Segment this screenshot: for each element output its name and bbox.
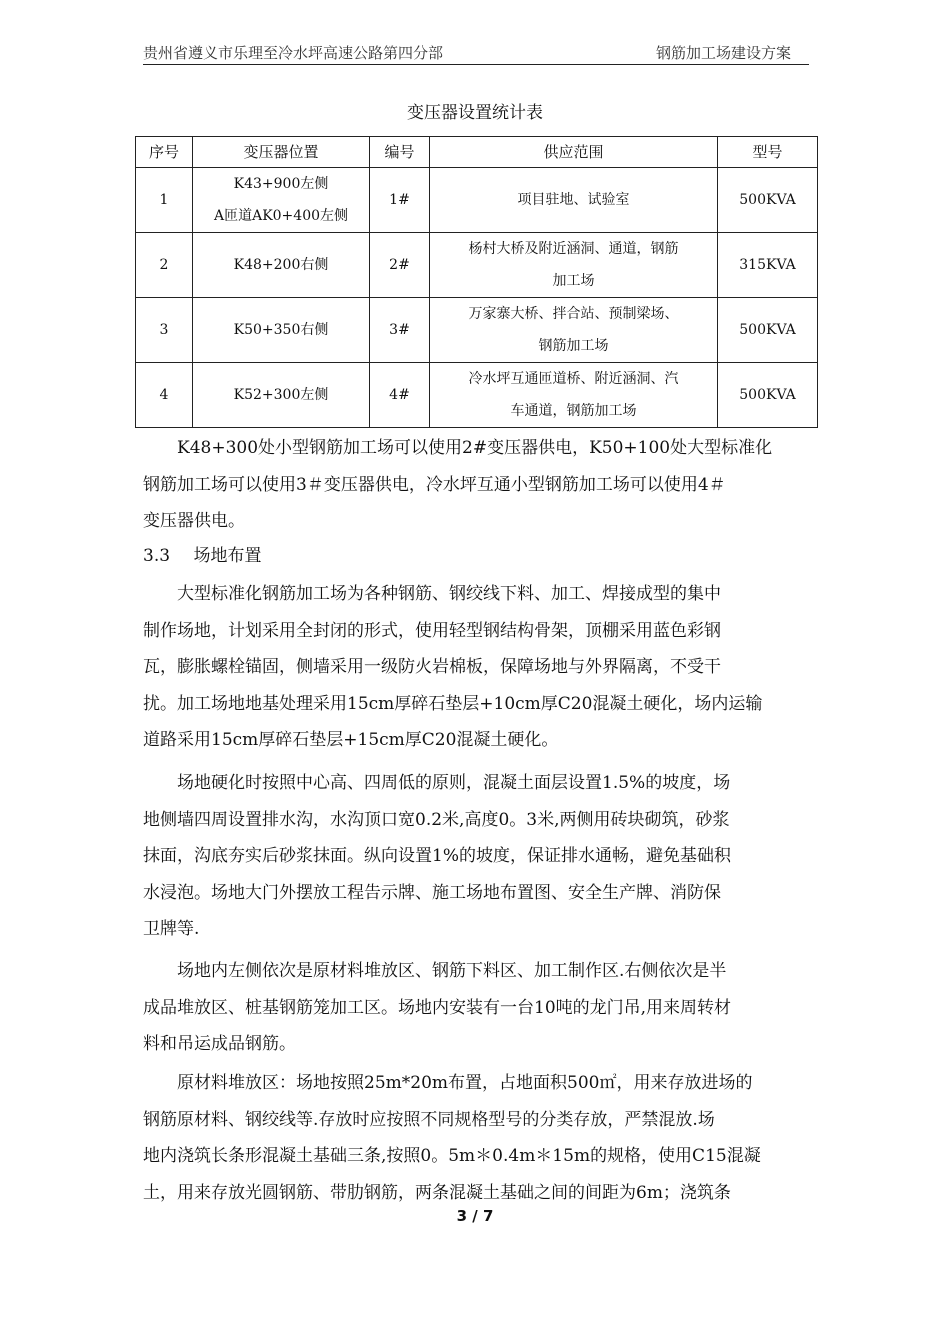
cell-scope-line: 万家寨大桥、拌合站、预制梁场、 — [468, 306, 679, 322]
cell-location-line: A匝道AK0+400左侧 — [213, 208, 349, 224]
paragraph-power-supply — [143, 430, 809, 540]
transformer-table — [135, 136, 818, 428]
cell-scope — [430, 363, 718, 428]
paragraph-raw-material-area — [143, 1065, 809, 1211]
cell-location — [193, 298, 370, 363]
page-header — [143, 40, 809, 65]
text-line: 瓦，膨胀螺栓锚固，侧墙采用一级防火岩棉板，保障场地与外界隔离，不受干 — [143, 657, 721, 677]
column-header-model: 型号 — [718, 137, 818, 168]
text-line: 场地硬化时按照中心高、四周低的原则，混凝土面层设置1.5%的坡度，场 — [177, 773, 731, 793]
section-number: 3.3 — [143, 546, 171, 566]
text-line: K48+300处小型钢筋加工场可以使用2#变压器供电，K50+100处大型标准化 — [177, 438, 773, 458]
cell-code: 4# — [370, 363, 430, 428]
cell-scope — [430, 233, 718, 298]
cell-scope-line: 加工场 — [552, 273, 595, 289]
text-line: 料和吊运成品钢筋。 — [143, 1034, 296, 1054]
cell-location — [193, 233, 370, 298]
cell-code: 3# — [370, 298, 430, 363]
cell-location-line: K52+300左侧 — [233, 387, 329, 403]
paragraph-site-zones — [143, 953, 809, 1063]
section-title: 场地布置 — [193, 546, 262, 566]
table-row — [136, 168, 818, 233]
table-title: 变压器设置统计表 — [407, 103, 543, 123]
text-line: 地侧墙四周设置排水沟，水沟顶口宽0.2米,高度0。3米,两侧用砖块砌筑，砂浆 — [143, 809, 730, 830]
text-line: 土，用来存放光圆钢筋、带肋钢筋，两条混凝土基础之间的间距为6m；浇筑条 — [143, 1182, 731, 1203]
cell-scope-line: 车通道，钢筋加工场 — [510, 403, 637, 419]
cell-no: 3 — [136, 298, 193, 363]
column-header-no: 序号 — [136, 137, 193, 168]
table-row — [136, 233, 818, 298]
column-header-location: 变压器位置 — [193, 137, 370, 168]
cell-location-line: K50+350右侧 — [233, 322, 329, 338]
text-line: 扰。加工场地地基处理采用15cm厚碎石垫层+10cm厚C20混凝土硬化，场内运输 — [143, 693, 763, 714]
cell-no: 1 — [136, 168, 193, 233]
cell-model: 500KVA — [718, 168, 818, 233]
cell-scope-line: 杨村大桥及附近涵洞、通道，钢筋 — [468, 241, 679, 257]
paragraph-site-overview — [143, 576, 809, 759]
text-line: 钢筋原材料、钢绞线等.存放时应按照不同规格型号的分类存放，严禁混放.场 — [143, 1109, 715, 1130]
cell-scope-line: 项目驻地、试验室 — [517, 192, 630, 208]
cell-code: 1# — [370, 168, 430, 233]
column-header-scope: 供应范围 — [430, 137, 718, 168]
cell-code: 2# — [370, 233, 430, 298]
text-line: 场地内左侧依次是原材料堆放区、钢筋下料区、加工制作区.右侧依次是半 — [177, 961, 727, 981]
section-heading — [143, 541, 261, 566]
text-line: 原材料堆放区：场地按照25m*20m布置，占地面积500㎡，用来存放进场的 — [177, 1073, 753, 1093]
text-line: 大型标准化钢筋加工场为各种钢筋、钢绞线下料、加工、焊接成型的集中 — [177, 584, 721, 604]
column-header-code: 编号 — [370, 137, 430, 168]
cell-scope — [430, 298, 718, 363]
header-right-title: 钢筋加工场建设方案 — [655, 44, 791, 62]
text-line: 水浸泡。场地大门外摆放工程告示牌、施工场地布置图、安全生产牌、消防保 — [143, 882, 721, 903]
cell-no: 4 — [136, 363, 193, 428]
cell-location-line: K43+900左侧 — [233, 176, 329, 192]
cell-model: 315KVA — [718, 233, 818, 298]
cell-scope — [430, 168, 718, 233]
cell-location-line: K48+200右侧 — [233, 257, 329, 273]
table-row — [136, 298, 818, 363]
text-line: 制作场地，计划采用全封闭的形式，使用轻型钢结构骨架，顶棚采用蓝色彩钢 — [143, 620, 721, 641]
text-line: 地内浇筑长条形混凝土基础三条,按照0。5m＊0.4m＊15m的规格，使用C15混凝 — [143, 1146, 761, 1166]
page-number: 3 / 7 — [456, 1207, 494, 1225]
paragraph-site-hardening — [143, 765, 809, 948]
cell-scope-line: 冷水坪互通匝道桥、附近涵洞、汽 — [468, 371, 679, 387]
cell-scope-line: 钢筋加工场 — [538, 338, 609, 354]
cell-location — [193, 363, 370, 428]
table-row — [136, 363, 818, 428]
cell-no: 2 — [136, 233, 193, 298]
text-line: 变压器供电。 — [143, 511, 245, 531]
cell-model: 500KVA — [718, 298, 818, 363]
cell-location — [193, 168, 370, 233]
text-line: 卫牌等. — [143, 919, 200, 939]
text-line: 钢筋加工场可以使用3＃变压器供电，冷水坪互通小型钢筋加工场可以使用4＃ — [143, 474, 726, 495]
text-line: 成品堆放区、桩基钢筋笼加工区。场地内安装有一台10吨的龙门吊,用来周转材 — [143, 997, 732, 1018]
text-line: 抹面，沟底夯实后砂浆抹面。纵向设置1%的坡度，保证排水通畅，避免基础积 — [143, 846, 731, 866]
header-left-title: 贵州省遵义市乐理至冷水坪高速公路第四分部 — [143, 44, 444, 62]
table-header-row — [136, 137, 818, 168]
cell-model: 500KVA — [718, 363, 818, 428]
text-line: 道路采用15cm厚碎石垫层+15cm厚C20混凝土硬化。 — [143, 730, 559, 750]
